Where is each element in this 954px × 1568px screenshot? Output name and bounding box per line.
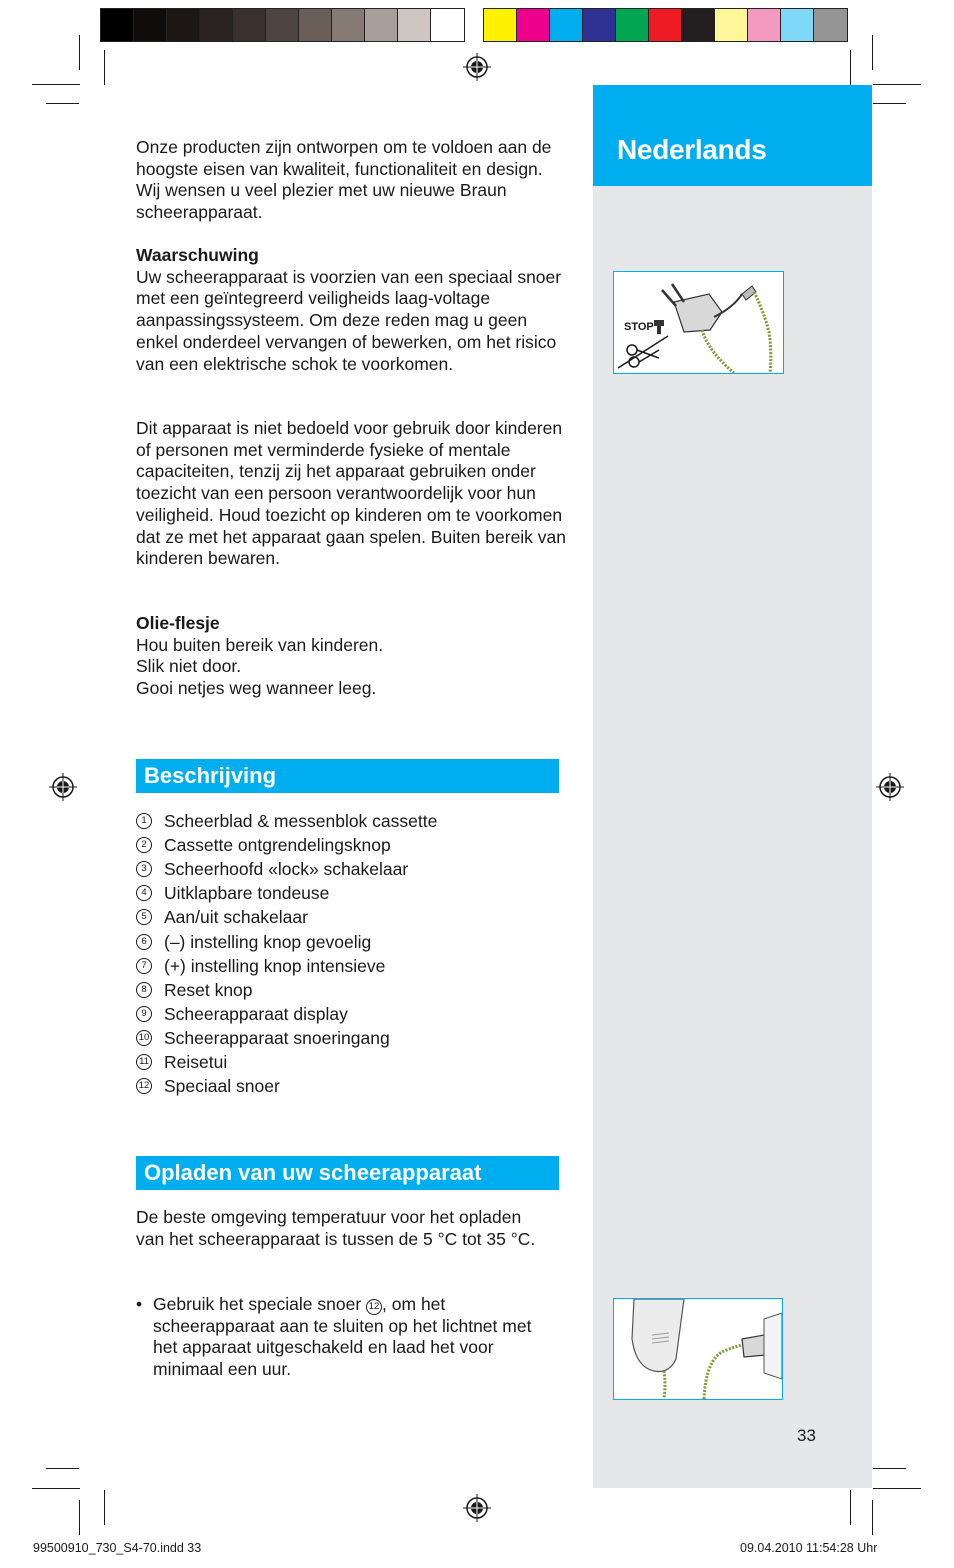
list-item <box>136 857 566 881</box>
item-label: Scheerapparaat snoeringang <box>164 1027 390 1048</box>
charging-intro-text: De beste omgeving temperatuur voor het opladen van het scheerapparaat is tussen de 5 °C tot 35 °C. <box>136 1207 536 1249</box>
list-item <box>136 881 566 905</box>
registration-mark-icon <box>463 1494 491 1522</box>
color-swatch <box>233 9 266 41</box>
item-label: (–) instelling knop gevoelig <box>164 931 372 952</box>
oil-title: Olie-flesje <box>136 613 220 633</box>
registration-mark-icon <box>463 53 491 81</box>
crop-mark <box>46 1468 79 1469</box>
description-heading: Beschrijving <box>144 763 277 788</box>
color-swatch <box>550 9 583 41</box>
color-swatch <box>167 9 200 41</box>
bullet-symbol: • <box>136 1294 143 1314</box>
crop-mark <box>873 103 906 104</box>
item-number: 8 <box>136 982 152 998</box>
item-number: 4 <box>136 885 152 901</box>
list-item <box>136 1026 566 1050</box>
footer-timestamp: 09.04.2010 11:54:28 Uhr <box>740 1541 878 1555</box>
color-swatch <box>649 9 682 41</box>
description-heading-bar <box>136 759 559 793</box>
item-label: Scheerhoofd «lock» schakelaar <box>164 859 409 880</box>
item-number: 6 <box>136 934 152 950</box>
registration-mark-icon <box>876 773 904 801</box>
crop-mark <box>79 35 80 70</box>
list-item <box>136 954 566 978</box>
item-number: 12 <box>366 1299 382 1315</box>
crop-mark <box>873 1488 921 1489</box>
crop-mark <box>32 1488 80 1489</box>
item-label: Reisetui <box>164 1051 228 1072</box>
plug-cord-illustration <box>614 272 783 373</box>
item-label: Scheerapparaat display <box>164 1003 348 1024</box>
crop-mark <box>873 84 921 85</box>
item-label: Scheerblad & messenblok cassette <box>164 811 438 832</box>
item-label: (+) instelling knop intensieve <box>164 955 386 976</box>
shaver-wall-illustration <box>614 1299 782 1399</box>
intro-text: Onze producten zijn ontworpen om te voldoen aan de hoogste eisen van kwaliteit, functionaliteit en design. Wij wensen u veel plezier met uw nieuwe Braun scheerapparaat. <box>136 137 552 223</box>
item-number: 3 <box>136 861 152 877</box>
shaver-charging-figure <box>613 1298 783 1400</box>
crop-mark <box>850 1490 851 1525</box>
color-swatch <box>266 9 299 41</box>
crop-mark <box>32 84 80 85</box>
color-swatch <box>134 9 167 41</box>
color-swatch <box>781 9 814 41</box>
crop-mark <box>79 1500 80 1535</box>
color-swatch <box>682 9 715 41</box>
color-swatch <box>332 9 365 41</box>
color-swatch <box>715 9 748 41</box>
bullet-text <box>153 1294 553 1381</box>
list-item <box>136 809 566 833</box>
charging-heading: Opladen van uw scheerapparaat <box>144 1160 482 1185</box>
color-swatch <box>616 9 649 41</box>
item-number: 9 <box>136 1006 152 1022</box>
item-label: Cassette ontgrendelingsknop <box>164 835 391 856</box>
crop-mark <box>46 103 79 104</box>
grayscale-color-bar <box>100 8 465 42</box>
crop-mark <box>850 50 851 85</box>
item-number: 12 <box>136 1078 152 1094</box>
stop-label: STOP <box>624 321 654 333</box>
charging-heading-bar <box>136 1156 559 1190</box>
warning-title: Waarschuwing <box>136 245 259 265</box>
oil-section <box>136 613 566 700</box>
bullet-text-after: , om het scheerapparaat aan te sluiten op het lichtnet met het apparaat uitgeschakeld en laad het voor minimaal een uur. <box>153 1294 532 1380</box>
color-swatch <box>814 9 847 41</box>
safety-plug-figure <box>613 271 784 374</box>
crop-mark <box>104 1490 105 1525</box>
item-number: 10 <box>136 1030 152 1046</box>
color-swatch <box>299 9 332 41</box>
parts-list <box>136 809 566 1098</box>
item-number: 5 <box>136 909 152 925</box>
list-item <box>136 833 566 857</box>
item-number: 1 <box>136 813 152 829</box>
warning-text: Uw scheerapparaat is voorzien van een speciaal snoer met een geïntegreerd veiligheids laag-voltage aanpassingssysteem. Om deze reden mag u geen enkel onderdeel vervangen of bewerken, om het risico van een elektrische schok te voorkomen. <box>136 266 562 374</box>
list-item <box>136 905 566 929</box>
item-number: 7 <box>136 958 152 974</box>
color-swatch <box>431 9 464 41</box>
color-swatch <box>748 9 781 41</box>
item-number: 11 <box>136 1054 152 1070</box>
oil-line: Slik niet door. <box>136 656 242 677</box>
color-swatch <box>200 9 233 41</box>
oil-line: Gooi netjes weg wanneer leeg. <box>136 678 377 699</box>
item-number: 2 <box>136 837 152 853</box>
color-swatch <box>398 9 431 41</box>
bullet-text-before: Gebruik het speciale snoer <box>153 1294 362 1314</box>
oil-line: Hou buiten bereik van kinderen. <box>136 634 384 655</box>
language-title: Nederlands <box>617 134 767 165</box>
item-label: Speciaal snoer <box>164 1076 280 1097</box>
crop-mark <box>872 1500 873 1535</box>
color-swatch <box>365 9 398 41</box>
process-color-bar <box>483 8 848 42</box>
registration-mark-icon <box>49 773 77 801</box>
crop-mark <box>872 35 873 70</box>
list-item <box>136 1074 566 1098</box>
list-item <box>136 1002 566 1026</box>
item-label: Aan/uit schakelaar <box>164 907 308 928</box>
list-item <box>136 929 566 953</box>
charging-intro <box>136 1207 536 1250</box>
list-item <box>136 978 566 1002</box>
item-label: Reset knop <box>164 979 253 1000</box>
page-number: 33 <box>797 1426 816 1445</box>
color-swatch <box>101 9 134 41</box>
color-swatch <box>583 9 616 41</box>
crop-mark <box>873 1468 906 1469</box>
crop-mark <box>104 50 105 85</box>
list-item <box>136 1050 566 1074</box>
color-swatch <box>517 9 550 41</box>
color-swatch <box>484 9 517 41</box>
footer-file-info: 99500910_730_S4-70.indd 33 <box>33 1541 202 1555</box>
children-notice <box>136 418 566 570</box>
warning-section <box>136 245 566 375</box>
intro-paragraph <box>136 137 566 224</box>
children-notice-text: Dit apparaat is niet bedoeld voor gebruik door kinderen of personen met verminderde fysieke of mentale capaciteiten, tenzij zij het apparaat gebruiken onder toezicht van een persoon verantwoordelijk voor hun veiligheid. Houd toezicht op kinderen om te voorkomen dat ze met het apparaat gaan spelen. Buiten bereik van kinderen bewaren. <box>136 418 567 569</box>
item-label: Uitklapbare tondeuse <box>164 883 330 904</box>
